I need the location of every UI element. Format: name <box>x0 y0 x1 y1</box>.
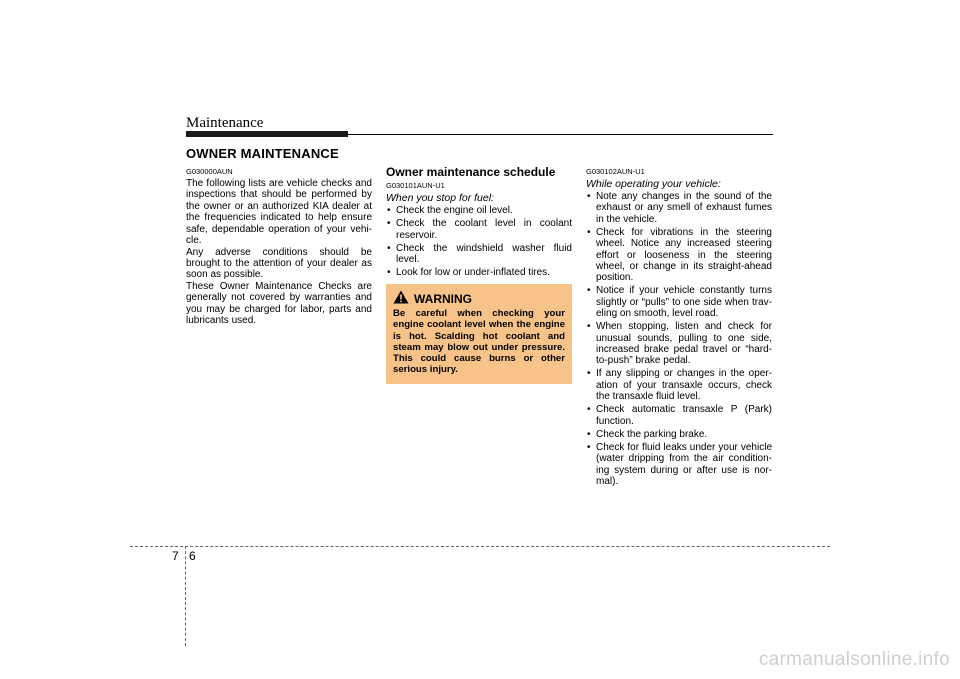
list-item: • Check for vibrations in the steering wheel. Notice any increased steering effort or looseness in the steering wheel, or change in its straight-ahead position. <box>587 226 772 284</box>
warning-text: Be careful when checking your engine coolant level when the engine is hot. Scalding hot coolant and steam may blow out under pressure. This could cause burns or other serious injury. <box>393 308 565 376</box>
intro-column <box>186 167 372 327</box>
list-item: • Notice if your vehicle constantly turns slightly or “pulls” to one side when trav-eling on smooth, level road. <box>587 285 772 320</box>
schedule-heading: Owner maintenance schedule <box>386 165 556 179</box>
warning-title: WARNING <box>414 292 472 306</box>
section-code: G030102AUN-U1 <box>586 167 645 176</box>
fuel-stop-subheading: When you stop for fuel: <box>386 192 494 205</box>
list-item: • If any slipping or changes in the oper-ation of your transaxle occurs, check the transaxle fluid level. <box>587 368 772 403</box>
list-item: • Check the engine oil level. <box>387 205 513 217</box>
intro-paragraph: The following lists are vehicle checks and inspections that should be performed by the owner or an authorized KIA dealer at the frequencies indicated to help ensure safe, dependable operation of your vehi-cle. <box>186 178 372 247</box>
list-item: • Look for low or under-inflated tires. <box>387 267 550 279</box>
header-accent-bar <box>186 131 348 137</box>
watermark: carmanualsonline.info <box>758 649 950 670</box>
list-item: • Check the parking brake. <box>587 428 708 440</box>
list-item: • Check automatic transaxle P (Park) function. <box>587 404 772 427</box>
warning-header <box>393 292 565 306</box>
list-item: • Check the windshield washer fluid level. <box>387 242 572 266</box>
footer-rule <box>130 546 830 547</box>
list-item: • Check the coolant level in coolant reservoir. <box>387 218 572 241</box>
operating-column <box>586 167 772 489</box>
operating-subheading: While operating your vehicle: <box>586 178 721 190</box>
section-code: G030101AUN-U1 <box>386 181 445 191</box>
chapter-number: 7 <box>172 549 179 563</box>
schedule-column <box>386 167 572 280</box>
warning-box <box>386 284 572 384</box>
list-item: • When stopping, listen and check for unusual sounds, pulling to one side, increased brake pedal travel or “hard-to-push” brake pedal. <box>587 321 772 367</box>
warning-triangle-icon <box>393 290 409 309</box>
page-number: 6 <box>189 549 196 563</box>
list-item: • Check for fluid leaks under your vehicle (water dripping from the air condition-ing system during or after use is nor-mal). <box>587 441 772 487</box>
fuel-stop-list <box>386 205 572 278</box>
header-title: Maintenance <box>186 115 264 131</box>
list-item: • Note any changes in the sound of the exhaust or any smell of exhaust fumes in the vehicle. <box>587 191 772 225</box>
footer-divider <box>185 546 186 646</box>
section-code: G030000AUN <box>186 167 233 176</box>
intro-paragraph: These Owner Maintenance Checks are generally not covered by warranties and you may be charged for labor, parts and lubricants used. <box>186 281 372 327</box>
intro-paragraph: Any adverse conditions should be brought to the attention of your dealer as soon as possible. <box>186 246 372 281</box>
operating-list <box>586 191 772 487</box>
section-title: OWNER MAINTENANCE <box>186 146 339 161</box>
